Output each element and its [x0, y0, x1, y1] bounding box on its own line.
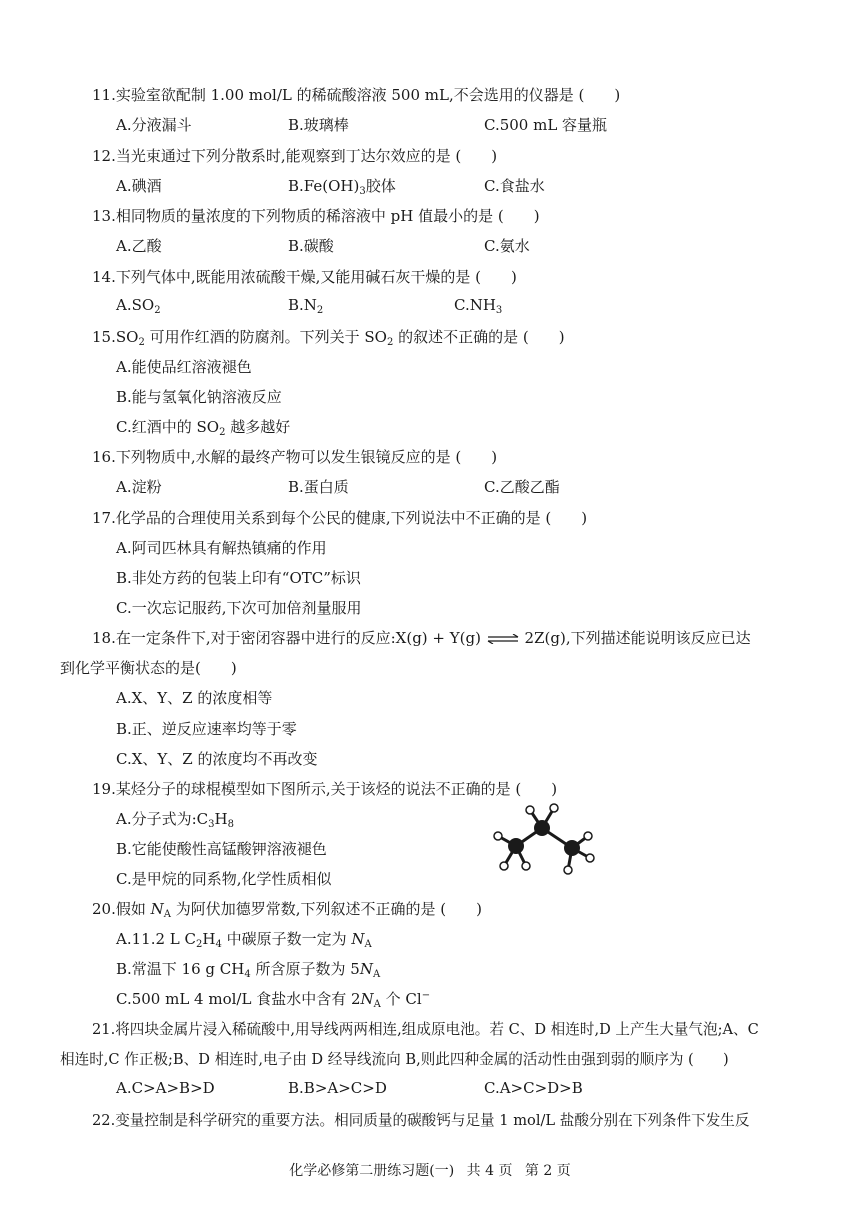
q11-stem: 11.实验室欲配制 1.00 mol/L 的稀硫酸溶液 500 mL,不会选用的仪器是 ( ) — [92, 86, 621, 104]
footer-page-number: 第 2 页 — [524, 1163, 571, 1179]
q15-stem: $15.SO_2$ 可用作红酒的防腐剂。下列关于 $SO_2$ 的叙述不正确的是 ( ) — [92, 328, 565, 348]
q21-option-c: C.A>C>D>B — [484, 1079, 583, 1097]
q17-option-a: A.阿司匹林具有解热镇痛的作用 — [116, 539, 327, 557]
footer-total-pages: 共 4 页 — [466, 1163, 513, 1179]
q12-option-b: $B.Fe(OH)_3$胶体 — [288, 177, 396, 197]
q18-option-a: A.X、Y、Z 的浓度相等 — [116, 689, 273, 707]
q13-option-c: C.氨水 — [484, 237, 530, 255]
q18-option-c: C.X、Y、Z 的浓度均不再改变 — [116, 750, 318, 768]
q19-option-c: C.是甲烷的同系物,化学性质相似 — [116, 870, 332, 888]
q18-option-b: B.正、逆反应速率均等于零 — [116, 720, 297, 738]
q18-stem-continued: 到化学平衡状态的是( ) — [60, 659, 237, 677]
q22-stem: 22.变量控制是科学研究的重要方法。相同质量的碳酸钙与足量 1 mol/L 盐酸分别在下列条件下发生反 — [92, 1112, 750, 1129]
q15-option-b: B.能与氢氧化钠溶液反应 — [116, 388, 282, 406]
q12-option-a: A.碘酒 — [116, 177, 162, 195]
q20-option-a: A.11.2 L $C_2H_4$ 中碳原子数一定为 $N_A$ — [116, 930, 372, 950]
q15-option-a: A.能使品红溶液褪色 — [116, 358, 252, 376]
q14-option-b: $B.N_2$ — [288, 296, 324, 316]
q20-option-c: C.500 mL 4 mol/L 食盐水中含有 $2N_A$ 个 Cl− — [116, 990, 431, 1010]
q21-stem: 21.将四块金属片浸入稀硫酸中,用导线两两相连,组成原电池。若 C、D 相连时,D 上产生大量气泡;A、C — [92, 1021, 759, 1038]
q17-option-c: C.一次忘记服药,下次可加倍剂量服用 — [116, 599, 362, 617]
q16-option-c: C.乙酸乙酯 — [484, 478, 560, 496]
footer-title: 化学必修第二册练习题(一) — [289, 1163, 455, 1179]
q14-option-a: $A.SO_2$ — [116, 296, 161, 316]
q20-stem: 20.假如 $N_A$ 为阿伏加德罗常数,下列叙述不正确的是 ( ) — [92, 900, 482, 920]
page-footer — [0, 1160, 860, 1180]
q11-option-a: A.分液漏斗 — [116, 116, 192, 134]
q12-stem: 12.当光束通过下列分散系时,能观察到丁达尔效应的是 ( ) — [92, 147, 498, 165]
q16-option-b: B.蛋白质 — [288, 478, 349, 496]
q12-option-c: C.食盐水 — [484, 177, 545, 195]
q19-option-a: A.分子式为$:C_3H_8$ — [116, 810, 234, 830]
q16-option-a: A.淀粉 — [116, 478, 162, 496]
q13-option-a: A.乙酸 — [116, 237, 162, 255]
q17-option-b: B.非处方药的包装上印有“OTC”标识 — [116, 569, 361, 587]
q11-option-b: B.玻璃棒 — [288, 116, 349, 134]
q21-stem-continued: 相连时,C 作正极;B、D 相连时,电子由 D 经导线流向 B,则此四种金属的活动性由强到弱的顺序为 ( ) — [60, 1051, 729, 1068]
q11-option-c: C.500 mL 容量瓶 — [484, 116, 608, 134]
equilibrium-arrow-icon — [486, 634, 520, 644]
q21-option-b: B.B>A>C>D — [288, 1079, 387, 1097]
q17-stem: 17.化学品的合理使用关系到每个公民的健康,下列说法中不正确的是 ( ) — [92, 509, 588, 527]
q15-option-c: C.红酒中的 $SO_2$ 越多越好 — [116, 418, 291, 438]
q20-option-b: B.常温下 16 g $CH_4$ 所含原子数为 $5N_A$ — [116, 960, 381, 980]
q13-option-b: B.碳酸 — [288, 237, 334, 255]
q13-stem: 13.相同物质的量浓度的下列物质的稀溶液中 pH 值最小的是 ( ) — [92, 207, 540, 225]
q19-stem: 19.某烃分子的球棍模型如下图所示,关于该烃的说法不正确的是 ( ) — [92, 780, 558, 798]
q14-option-c: $C.NH_3$ — [454, 296, 503, 316]
q16-stem: 16.下列物质中,水解的最终产物可以发生银镜反应的是 ( ) — [92, 448, 498, 466]
propane-ball-stick-model — [492, 800, 602, 880]
q19-option-b: B.它能使酸性高锰酸钾溶液褪色 — [116, 840, 327, 858]
q14-stem: 14.下列气体中,既能用浓硫酸干燥,又能用碱石灰干燥的是 ( ) — [92, 268, 517, 286]
q18-stem: 18.在一定条件下,对于密闭容器中进行的反应:X(g) + Y(g) 2Z(g),下列描述能说明该反应已达 — [92, 629, 751, 647]
q21-option-a: A.C>A>B>D — [116, 1079, 215, 1097]
